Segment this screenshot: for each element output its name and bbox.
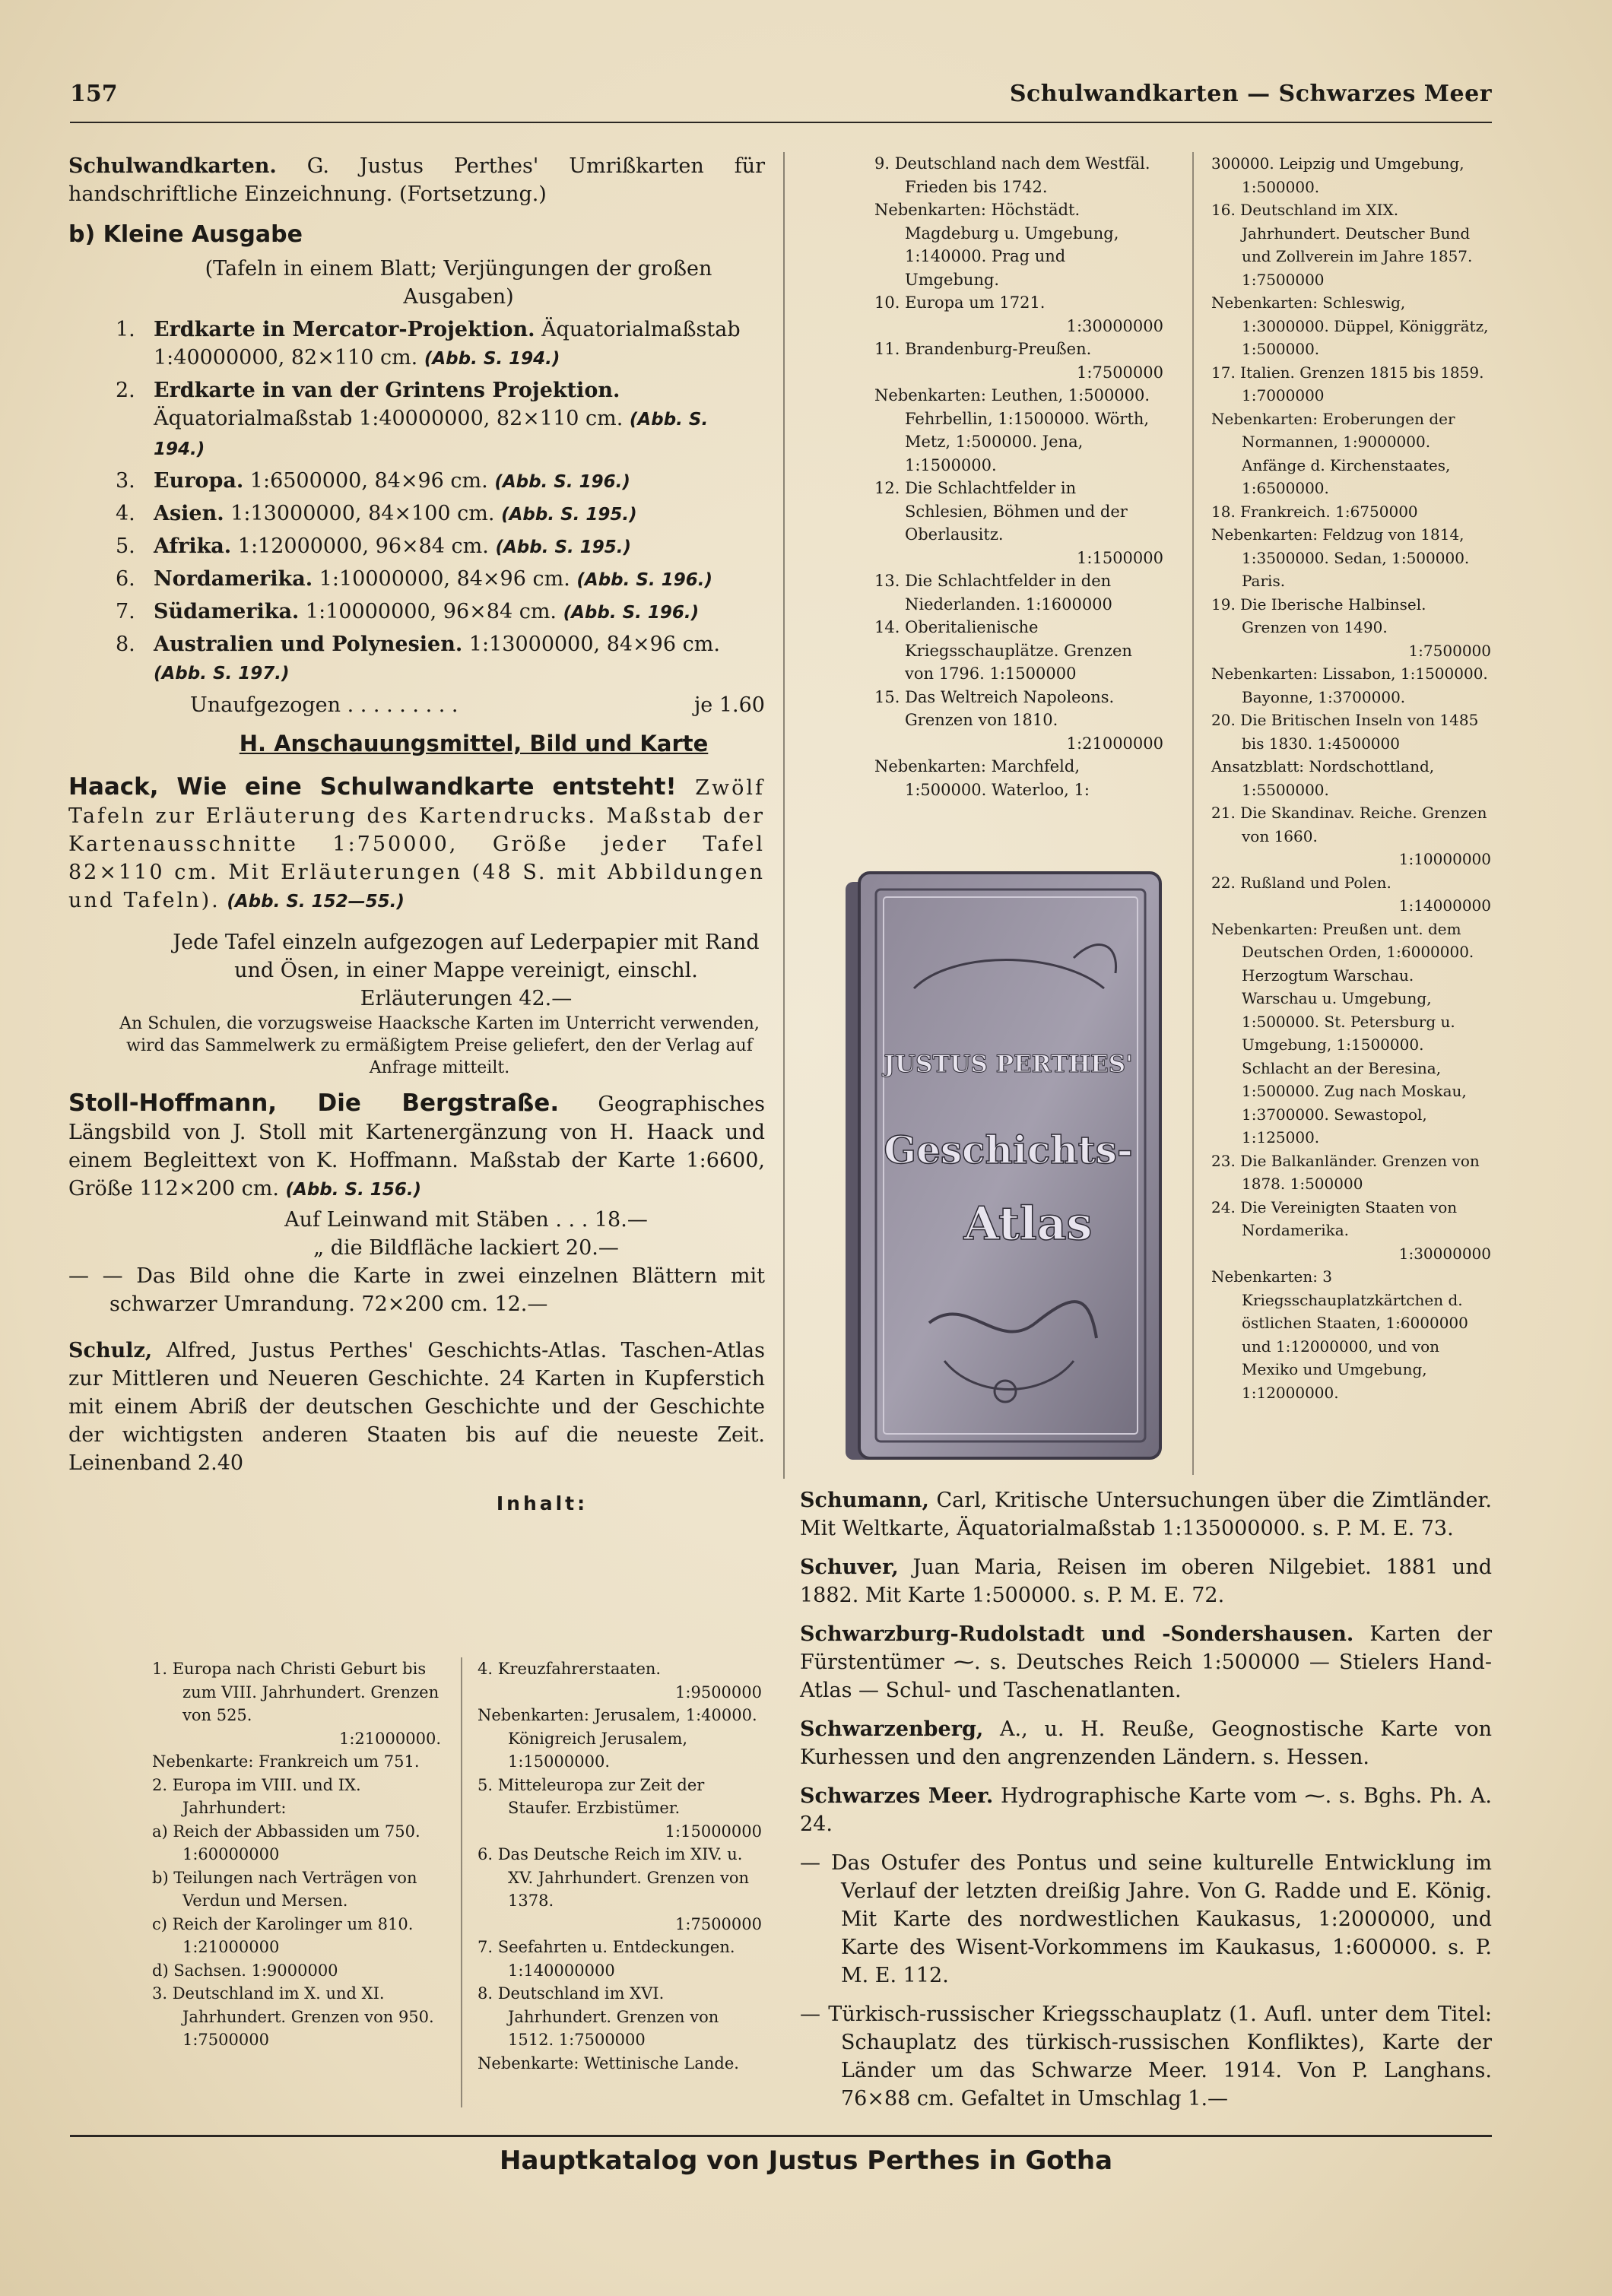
- toc-item: 22. Rußland und Polen.: [1211, 873, 1391, 892]
- entry-schwarzenberg: Schwarzenberg, A., u. H. Reuße, Geognostische Karte von Kurhessen und den angrenzenden Ländern. s. Hessen.: [800, 1717, 1492, 1769]
- header-rule: [70, 122, 1492, 123]
- entry-head: Haack, Wie eine Schulwandkarte entsteht!: [68, 773, 677, 801]
- section-heading: H. Anschauungsmittel, Bild und Karte: [239, 731, 709, 756]
- toc-item: 24. Die Vereinigten Staaten von Nordamerika.: [1211, 1197, 1458, 1239]
- toc-item: 7. Seefahrten u. Entdeckungen. 1:140000000: [478, 1938, 735, 1980]
- list-item: 6. Nordamerika. 1:10000000, 84×96 cm. (Abb. S. 196.): [116, 567, 712, 591]
- book-title-line2: Geschichts-: [884, 1127, 1133, 1172]
- toc-item: 14. Oberitalienische Kriegsschauplätze. Grenzen von 1796. 1:1500000: [874, 618, 1132, 683]
- toc-item: d) Sachsen. 1:9000000: [152, 1961, 338, 1980]
- entry-schuver: Schuver, Juan Maria, Reisen im oberen Nilgebiet. 1881 und 1882. Mit Karte 1:500000. s. P. M. E. 72.: [800, 1556, 1492, 1607]
- toc-item: 20. Die Britischen Inseln von 1485 bis 1830. 1:4500000: [1211, 711, 1479, 753]
- toc-scale: 1:10000000: [1398, 850, 1491, 868]
- stoll-price-1: Auf Leinwand mit Stäben . . . 18.—: [284, 1208, 648, 1232]
- entry-head: Schwarzes Meer.: [800, 1784, 994, 1808]
- toc-item: 6. Das Deutsche Reich im XIV. u. XV. Jahrhundert. Grenzen von 1378.: [478, 1845, 750, 1910]
- list-item: 2. Erdkarte in van der Grintens Projektion. Äquatorialmaßstab 1:40000000, 82×110 cm. (Abb. S. 194.): [116, 379, 709, 459]
- unaufgezogen-price-row: Unaufgezogen . . . . . . . . . je 1.60: [190, 693, 765, 717]
- toc-item: Nebenkarten: Preußen unt. dem Deutschen Orden, 1:6000000. Herzogtum Warschau. Warschau u. Umgebung, 1:500000. St. Petersburg u. Umgebung, 1:1500000. Schlacht an der Beresina, 1:500000. Zug nach Moskau, 1:3700000. Sewastopol, 1:125000.: [1211, 919, 1474, 1146]
- toc-scale: 1:21000000.: [339, 1729, 441, 1748]
- toc-column-c: [874, 152, 1163, 801]
- toc-item: Nebenkarten: Schleswig, 1:3000000. Düppel, Königgrätz, 1:500000.: [1211, 293, 1489, 358]
- entry-schwarzes-meer: Schwarzes Meer. Hydrographische Karte vom ⁓. s. Bghs. Ph. A. 24.: [800, 1784, 1492, 1836]
- book-title-line3: Atlas: [963, 1197, 1093, 1251]
- stoll-price-2: „ die Bildfläche lackiert 20.—: [313, 1236, 619, 1260]
- toc-item: Nebenkarten: 3 Kriegsschauplatzkärtchen d. östlichen Staaten, 1:6000000 und 1:12000000, und von Mexiko und Umgebung, 1:12000000.: [1211, 1267, 1468, 1402]
- toc-column-b: [478, 1657, 762, 2075]
- toc-item: Ansatzblatt: Nordschottland, 1:5500000.: [1211, 757, 1435, 799]
- toc-item: 12. Die Schlachtfelder in Schlesien, Böhmen und der Oberlausitz.: [874, 479, 1128, 544]
- toc-item: 10. Europa um 1721.: [874, 293, 1046, 312]
- toc-divider: [461, 1657, 462, 2107]
- entry-tuerkisch-russisch: — Türkisch-russischer Kriegsschauplatz (1. Aufl. unter dem Titel: Schauplatz des türkisch-russischen Konfliktes), Karte der Länder um das Schwarze Meer. 1914. Von P. Langhans. 76×88 cm. Gefaltet in Umschlag 1.—: [800, 2003, 1492, 2110]
- toc-scale: 1:1500000: [1077, 548, 1163, 567]
- toc-item: 5. Mitteleuropa zur Zeit der Staufer. Erzbistümer.: [478, 1775, 705, 1817]
- toc-item: 17. Italien. Grenzen 1815 bis 1859. 1:7000000: [1211, 363, 1484, 404]
- entry-ostufer: — Das Ostufer des Pontus und seine kulturelle Entwicklung im Verlauf der letzten dreißig Jahre. Von G. Radde und E. König. Mit Karte des nordwestlichen Kaukasus, 1:2000000, und Karte des Wisent-Vorkommens im Kaukasus, 1:600000. s. P. M. E. 112.: [800, 1851, 1492, 1987]
- haack-price: Jede Tafel einzeln aufgezogen auf Lederpapier mit Rand und Ösen, in einer Mappe vereinigt, einschl. Erläuterungen 42.—: [173, 931, 760, 1010]
- entry-head: Schuver,: [800, 1556, 899, 1579]
- toc-item: 21. Die Skandinav. Reiche. Grenzen von 1660.: [1211, 804, 1487, 845]
- toc-item: b) Teilungen nach Verträgen von Verdun und Mersen.: [152, 1868, 417, 1910]
- haack-note: An Schulen, die vorzugsweise Haacksche Karten im Unterricht verwenden, wird das Sammelwerk zu ermäßigtem Preise geliefert, den der Verlag auf Anfrage mitteilt.: [119, 1014, 760, 1077]
- entry-haack: Haack, Wie eine Schulwandkarte entsteht! Zwölf Tafeln zur Erläuterung des Kartendrucks. Maßstab der Kartenausschnitte 1:750000, Größe jeder Tafel 82×110 cm. Mit Erläuterungen (48 S. mit Abbildungen und Tafeln). (Abb. S. 152—55.): [68, 773, 765, 912]
- list-item: 4. Asien. 1:13000000, 84×100 cm. (Abb. S. 195.): [116, 502, 637, 525]
- toc-scale: 1:9500000: [675, 1682, 762, 1701]
- page-header: [70, 81, 1492, 114]
- toc-item: 11. Brandenburg-Preußen.: [874, 340, 1092, 358]
- toc-item: 18. Frankreich. 1:6750000: [1211, 502, 1418, 521]
- toc-divider: [1192, 152, 1194, 1475]
- toc-scale: 1:30000000: [1398, 1244, 1491, 1263]
- toc-item: 16. Deutschland im XIX. Jahrhundert. Deutscher Bund und Zollverein im Jahre 1857. 1:7500000: [1211, 201, 1473, 289]
- toc-item: 15. Das Weltreich Napoleons. Grenzen von 1810.: [874, 687, 1115, 729]
- toc-item: Nebenkarten: Eroberungen der Normannen, 1:9000000. Anfänge d. Kirchenstaates, 1:6500000.: [1211, 409, 1455, 497]
- entry-text: G. Justus Perthes' Umrißkarten für handschriftliche Einzeichnung. (Fortsetzung.): [68, 154, 765, 206]
- list-item: 1. Erdkarte in Mercator-Projektion. Äquatorialmaßstab 1:40000000, 82×110 cm. (Abb. S. 194.): [116, 318, 741, 369]
- toc-item: Nebenkarten: Leuthen, 1:500000. Fehrbellin, 1:1500000. Wörth, Metz, 1:500000. Jena, 1:1500000.: [874, 386, 1150, 474]
- toc-item: 1. Europa nach Christi Geburt bis zum VIII. Jahrhundert. Grenzen von 525.: [152, 1660, 439, 1724]
- entry-stoll-hoffmann: Stoll-Hoffmann, Die Bergstraße. Geographisches Längsbild von J. Stoll mit Kartenergänzung von H. Haack und einem Begleittext von K. Hoffmann. Maßstab der Karte 1:6600, Größe 112×200 cm. (Abb. S. 156.): [68, 1089, 765, 1200]
- toc-item: 13. Die Schlachtfelder in den Niederlanden. 1:1600000: [874, 572, 1112, 614]
- entry-schwarzburg: Schwarzburg-Rudolstadt und -Sondershausen. Karten der Fürstentümer ⁓. s. Deutsches Reich 1:500000 — Stielers Hand-Atlas — Schul- und Taschenatlanten.: [800, 1622, 1492, 1702]
- toc-item: 19. Die Iberische Halbinsel. Grenzen von 1490.: [1211, 595, 1426, 636]
- toc-item: c) Reich der Karolinger um 810. 1:21000000: [152, 1914, 414, 1956]
- toc-item: Nebenkarte: Frankreich um 751.: [152, 1752, 420, 1771]
- toc-item: 3. Deutschland im X. und XI. Jahrhundert. Grenzen von 950. 1:7500000: [152, 1984, 434, 2049]
- running-head: Schulwandkarten — Schwarzes Meer: [1009, 81, 1492, 107]
- toc-scale: 1:7500000: [675, 1914, 762, 1933]
- entry-schulz: Schulz, Alfred, Justus Perthes' Geschichts-Atlas. Taschen-Atlas zur Mittleren und Neueren Geschichte. 24 Karten in Kupferstich mit einem Abriß der deutschen Geschichte und der Geschichte der wichtigsten anderen Staaten bis auf die neueste Zeit. Leinenband 2.40: [68, 1339, 765, 1475]
- book-title-line1: JUSTUS PERTHES': [884, 1051, 1133, 1078]
- toc-item: 300000. Leipzig und Umgebung, 1:500000.: [1211, 154, 1464, 196]
- toc-item: Nebenkarte: Wettinische Lande.: [478, 2053, 739, 2072]
- toc-scale: 1:30000000: [1066, 316, 1163, 335]
- map-list: [68, 316, 765, 688]
- list-item: 7. Südamerika. 1:10000000, 96×84 cm. (Abb. S. 196.): [116, 600, 700, 623]
- entry-head: Schwarzenberg,: [800, 1717, 984, 1741]
- entry-head: Schwarzburg-Rudolstadt und -Sondershausen.: [800, 1622, 1354, 1646]
- stoll-dash-entry: — — Das Bild ohne die Karte in zwei einzelnen Blättern mit schwarzer Umrandung. 72×200 cm. 12.—: [68, 1264, 765, 1316]
- subheading-kleine-ausgabe: b) Kleine Ausgabe: [68, 221, 303, 248]
- toc-scale: 1:15000000: [665, 1822, 762, 1841]
- list-item: 8. Australien und Polynesien. 1:13000000, 84×96 cm. (Abb. S. 197.): [116, 633, 720, 683]
- toc-item: 23. Die Balkanländer. Grenzen von 1878. 1:500000: [1211, 1151, 1480, 1193]
- page-number: 157: [70, 81, 118, 107]
- entry-head: Schumann,: [800, 1489, 929, 1512]
- toc-item: Nebenkarten: Marchfeld, 1:500000. Waterloo, 1:: [874, 757, 1090, 799]
- toc-item: Nebenkarten: Feldzug von 1814, 1:3500000. Sedan, 1:500000. Paris.: [1211, 525, 1470, 590]
- toc-item: Nebenkarten: Lissabon, 1:1500000. Bayonne, 1:3700000.: [1211, 664, 1488, 706]
- toc-column-d: [1211, 152, 1491, 1404]
- entry-schulwandkarten: [68, 152, 765, 208]
- toc-item: 8. Deutschland im XVI. Jahrhundert. Grenzen von 1512. 1:7500000: [478, 1984, 719, 2049]
- list-item: 5. Afrika. 1:12000000, 96×84 cm. (Abb. S. 195.): [116, 534, 632, 558]
- atlas-book-illustration: [846, 867, 1169, 1467]
- toc-item: 2. Europa im VIII. und IX. Jahrhundert:: [152, 1775, 361, 1817]
- inhalt-title: Inhalt:: [496, 1492, 589, 1514]
- entry-schumann: Schumann, Carl, Kritische Untersuchungen über die Zimtländer. Mit Weltkarte, Äquatorialmaßstab 1:135000000. s. P. M. E. 73.: [800, 1489, 1492, 1540]
- book-cover-image: [846, 867, 1169, 1467]
- toc-item: a) Reich der Abbassiden um 750. 1:60000000: [152, 1822, 420, 1863]
- list-item: 3. Europa. 1:6500000, 84×96 cm. (Abb. S. 196.): [116, 469, 630, 493]
- entry-head: Schulwandkarten.: [68, 154, 277, 178]
- toc-scale: 1:7500000: [1077, 363, 1163, 382]
- toc-item: Nebenkarten: Höchstädt. Magdeburg u. Umgebung, 1:140000. Prag und Umgebung.: [874, 201, 1119, 289]
- toc-item: 9. Deutschland nach dem Westfäl. Frieden bis 1742.: [874, 154, 1150, 196]
- toc-scale: 1:7500000: [1408, 641, 1491, 660]
- right-column: [800, 1486, 1492, 2123]
- toc-column-a: [152, 1657, 441, 2052]
- page-footer: Hauptkatalog von Justus Perthes in Gotha: [499, 2145, 1113, 2176]
- left-column: [68, 152, 765, 1521]
- column-divider: [783, 152, 785, 1479]
- toc-scale: 1:21000000: [1066, 734, 1163, 753]
- toc-item: 4. Kreuzfahrerstaaten.: [478, 1660, 662, 1678]
- footer-rule: [70, 2135, 1492, 2137]
- toc-item: Nebenkarten: Jerusalem, 1:40000. Königreich Jerusalem, 1:15000000.: [478, 1706, 757, 1771]
- entry-head: Schulz,: [68, 1339, 153, 1362]
- toc-scale: 1:14000000: [1398, 896, 1491, 915]
- entry-head: Stoll-Hoffmann, Die Bergstraße.: [68, 1089, 560, 1117]
- tafeln-note: (Tafeln in einem Blatt; Verjüngungen der großen Ausgaben): [205, 257, 712, 309]
